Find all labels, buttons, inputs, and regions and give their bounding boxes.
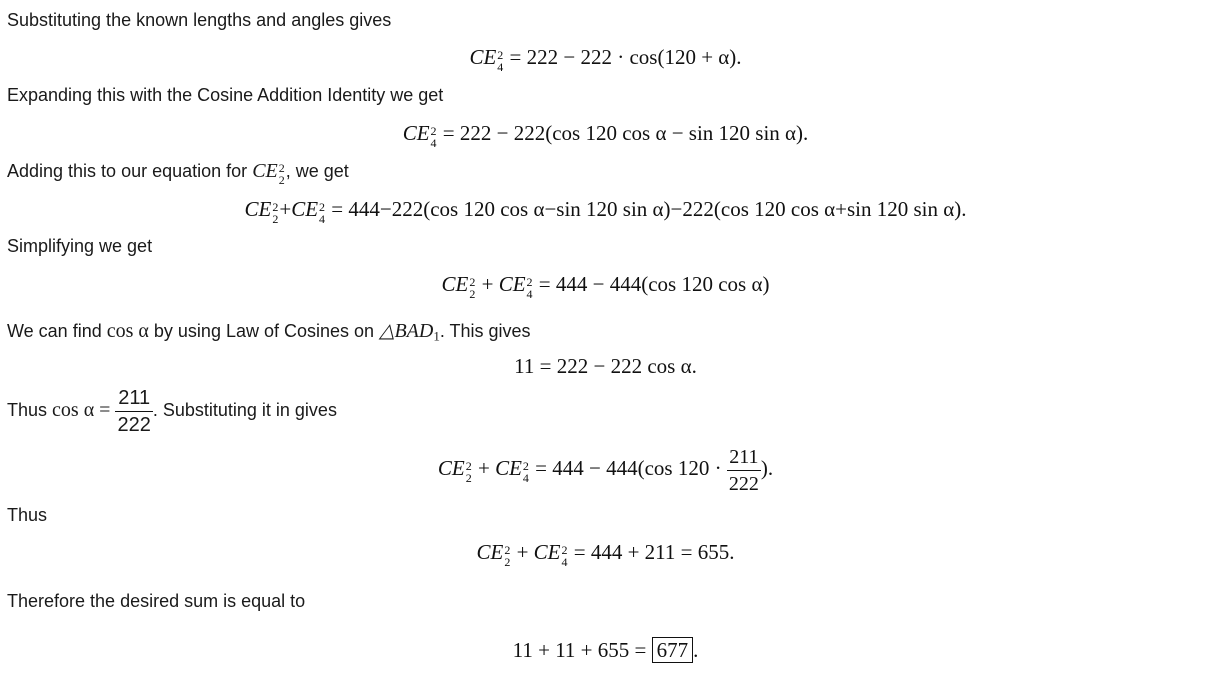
text-line-5: We can find cos α by using Law of Cosines on △BAD1. This gives	[7, 320, 531, 344]
text-line-4: Simplifying we get	[7, 236, 153, 256]
equation-5: 11 = 222 − 222 cos α.	[514, 354, 697, 378]
fraction-211-222: $\frac{211}{222}$	[117, 386, 151, 436]
fraction-211-222-eq: $\frac{211}{222}$	[728, 445, 759, 495]
text-line-7: Thus	[7, 505, 48, 525]
equation-4: CE 2 2 + CE 2 4 = 444 − 444(cos 120 cos α)	[441, 272, 770, 302]
equation-2: CE 2 4 = 222 − 222(cos 120 cos α − sin 120 sin α).	[402, 121, 809, 151]
equation-1: CE 2 4 = 222 − 222 · cos(120 + α).	[469, 45, 742, 75]
text-line-6: Thus cos α = $\frac{211}{222}$ . Substituting it in gives	[7, 386, 337, 436]
equation-3: CE 2 2 +CE 2 4 = 444−222(cos 120 cos α−sin 120 sin α)−222(cos 120 cos α+sin 120 sin α).	[244, 197, 967, 227]
answer-box: 677	[652, 637, 694, 663]
text-line-3: Adding this to our equation for CE 2 2 , we get	[7, 160, 349, 187]
text-line-8: Therefore the desired sum is equal to	[7, 591, 306, 611]
text-line-2: Expanding this with the Cosine Addition Identity we get	[7, 85, 444, 105]
equation-6: CE 2 2 + CE 2 4 = 444 − 444(cos 120 · $\frac{211}{222}$ ).	[437, 445, 774, 495]
equation-7: CE 2 2 + CE 2 4 = 444 + 211 = 655.	[476, 540, 735, 570]
text-line-1: Substituting the known lengths and angles gives	[7, 10, 392, 30]
equation-8: 11 + 11 + 655 = 677 .	[512, 638, 699, 662]
